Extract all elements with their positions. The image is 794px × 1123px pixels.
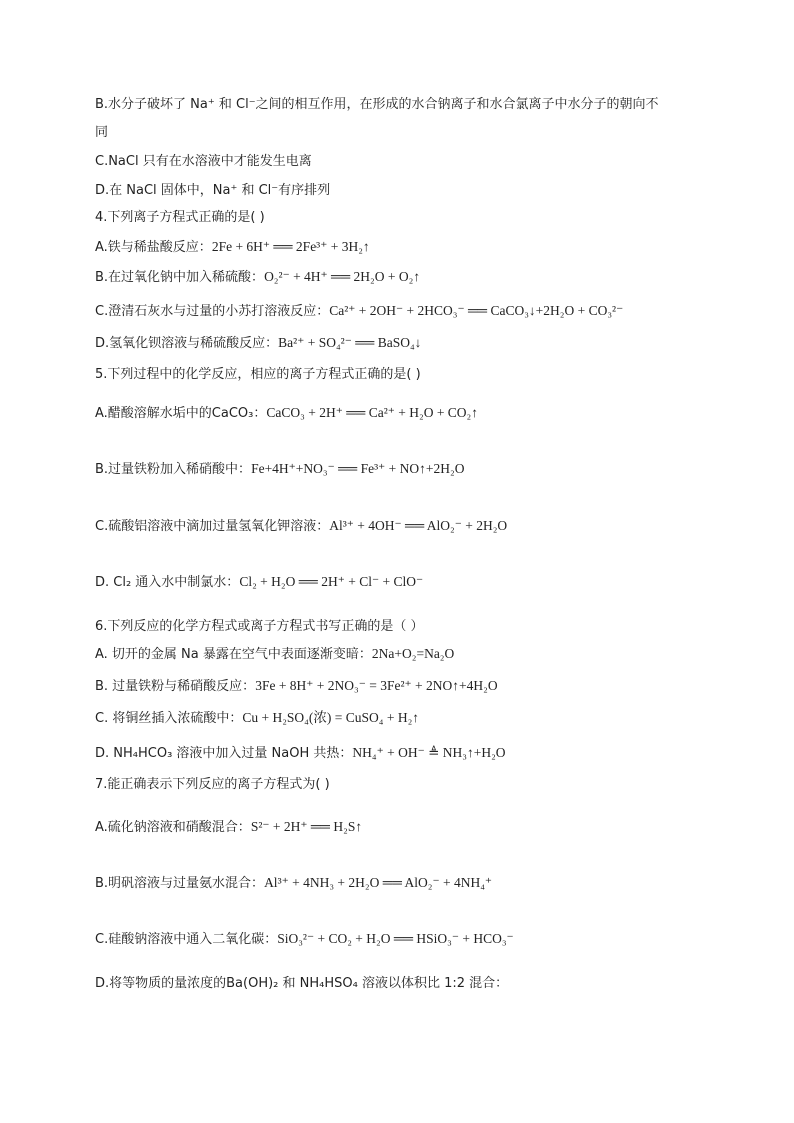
equation: 2Na+O₂=Na₂O xyxy=(371,646,455,661)
equation: NH₄⁺ + OH⁻ ≜ NH₃↑+H₂O xyxy=(352,745,506,760)
question-text: 7.能正确表示下列反应的离子方程式为( ) xyxy=(95,777,330,792)
option-text: D. NH₄HCO₃ 溶液中加入过量 NaOH 共热： xyxy=(95,746,353,761)
option-3b-line1 xyxy=(95,96,659,114)
option-text: D.将等物质的量浓度的Ba(OH)₂ 和 NH₄HSO₄ 溶液以体积比 1:2 混合： xyxy=(95,976,509,991)
option-text: B. 过量铁粉与稀硝酸反应： xyxy=(95,679,256,694)
line-text: C.NaCl 只有在水溶液中才能发生电离 xyxy=(95,154,312,169)
option-6a xyxy=(95,645,454,664)
option-7d xyxy=(95,975,508,993)
option-text: A.醋酸溶解水垢中的CaCO₃： xyxy=(95,406,267,421)
question-text: 5.下列过程中的化学反应，相应的离子方程式正确的是( ) xyxy=(95,367,421,382)
option-6d xyxy=(95,744,506,763)
equation: Cl₂ + H₂O ══ 2H⁺ + Cl⁻ + ClO⁻ xyxy=(239,574,424,589)
option-5c xyxy=(95,517,507,536)
equation: SiO₃²⁻ + CO₂ + H₂O ══ HSiO₃⁻ + HCO₃⁻ xyxy=(277,931,514,946)
question-text: 6.下列反应的化学方程式或离子方程式书写正确的是（ ） xyxy=(95,619,424,634)
option-7b xyxy=(95,874,492,893)
equation: Cu + H₂SO₄(浓) = CuSO₄ + H₂↑ xyxy=(242,710,420,725)
equation: 2Fe + 6H⁺ ══ 2Fe³⁺ + 3H₂↑ xyxy=(211,239,370,254)
option-text: A.铁与稀盐酸反应： xyxy=(95,240,212,255)
option-3b-line2 xyxy=(95,124,108,142)
equation: O₂²⁻ + 4H⁺ ══ 2H₂O + O₂↑ xyxy=(264,269,421,284)
question-6-stem xyxy=(95,618,424,636)
option-3c xyxy=(95,153,312,171)
option-7a xyxy=(95,818,362,837)
option-text: C.硅酸钠溶液中通入二氧化碳： xyxy=(95,932,278,947)
option-text: B.明矾溶液与过量氨水混合： xyxy=(95,876,265,891)
equation: S²⁻ + 2H⁺ ══ H₂S↑ xyxy=(250,819,363,834)
option-text: D.氢氧化钡溶液与稀硫酸反应： xyxy=(95,336,279,351)
equation: Al³⁺ + 4NH₃ + 2H₂O ══ AlO₂⁻ + 4NH₄⁺ xyxy=(264,875,493,890)
question-4-stem xyxy=(95,209,265,227)
option-4d xyxy=(95,334,421,353)
question-7-stem xyxy=(95,776,330,794)
option-4b xyxy=(95,268,420,287)
option-5b xyxy=(95,460,464,479)
option-5a xyxy=(95,404,478,423)
option-text: C. 将铜丝插入浓硫酸中： xyxy=(95,711,243,726)
option-4a xyxy=(95,238,370,257)
equation: Ba²⁺ + SO₄²⁻ ══ BaSO₄↓ xyxy=(278,335,422,350)
option-4c xyxy=(95,302,623,321)
equation: Al³⁺ + 4OH⁻ ══ AlO₂⁻ + 2H₂O xyxy=(329,518,508,533)
option-text: B.在过氧化钠中加入稀硫酸： xyxy=(95,270,265,285)
option-5d xyxy=(95,573,423,592)
question-text: 4.下列离子方程式正确的是( ) xyxy=(95,210,265,225)
equation: 3Fe + 8H⁺ + 2NO₃⁻ = 3Fe²⁺ + 2NO↑+4H₂O xyxy=(255,678,498,693)
question-5-stem xyxy=(95,366,421,384)
option-text: C.澄清石灰水与过量的小苏打溶液反应： xyxy=(95,304,330,319)
equation: Fe+4H⁺+NO₃⁻ ══ Fe³⁺ + NO↑+2H₂O xyxy=(251,461,465,476)
option-text: A.硫化钠溶液和硝酸混合： xyxy=(95,820,251,835)
option-6c xyxy=(95,709,419,728)
option-3d xyxy=(95,182,330,200)
option-text: C.硫酸铝溶液中滴加过量氢氧化钾溶液： xyxy=(95,519,330,534)
line-text: D.在 NaCl 固体中，Na⁺ 和 Cl⁻有序排列 xyxy=(95,183,331,198)
option-6b xyxy=(95,677,498,696)
option-7c xyxy=(95,930,514,949)
option-text: A. 切开的金属 Na 暴露在空气中表面逐渐变暗： xyxy=(95,647,372,662)
line-text: B.水分子破坏了 Na⁺ 和 Cl⁻之间的相互作用，在形成的水合钠离子和水合氯离子中水分子的朝向不 xyxy=(95,97,659,112)
equation: CaCO₃ + 2H⁺ ══ Ca²⁺ + H₂O + CO₂↑ xyxy=(266,405,479,420)
equation: Ca²⁺ + 2OH⁻ + 2HCO₃⁻ ══ CaCO₃↓+2H₂O + CO₃²⁻ xyxy=(329,303,624,318)
option-text: D. Cl₂ 通入水中制氯水： xyxy=(95,575,240,590)
line-text: 同 xyxy=(95,125,109,140)
option-text: B.过量铁粉加入稀硝酸中： xyxy=(95,462,252,477)
